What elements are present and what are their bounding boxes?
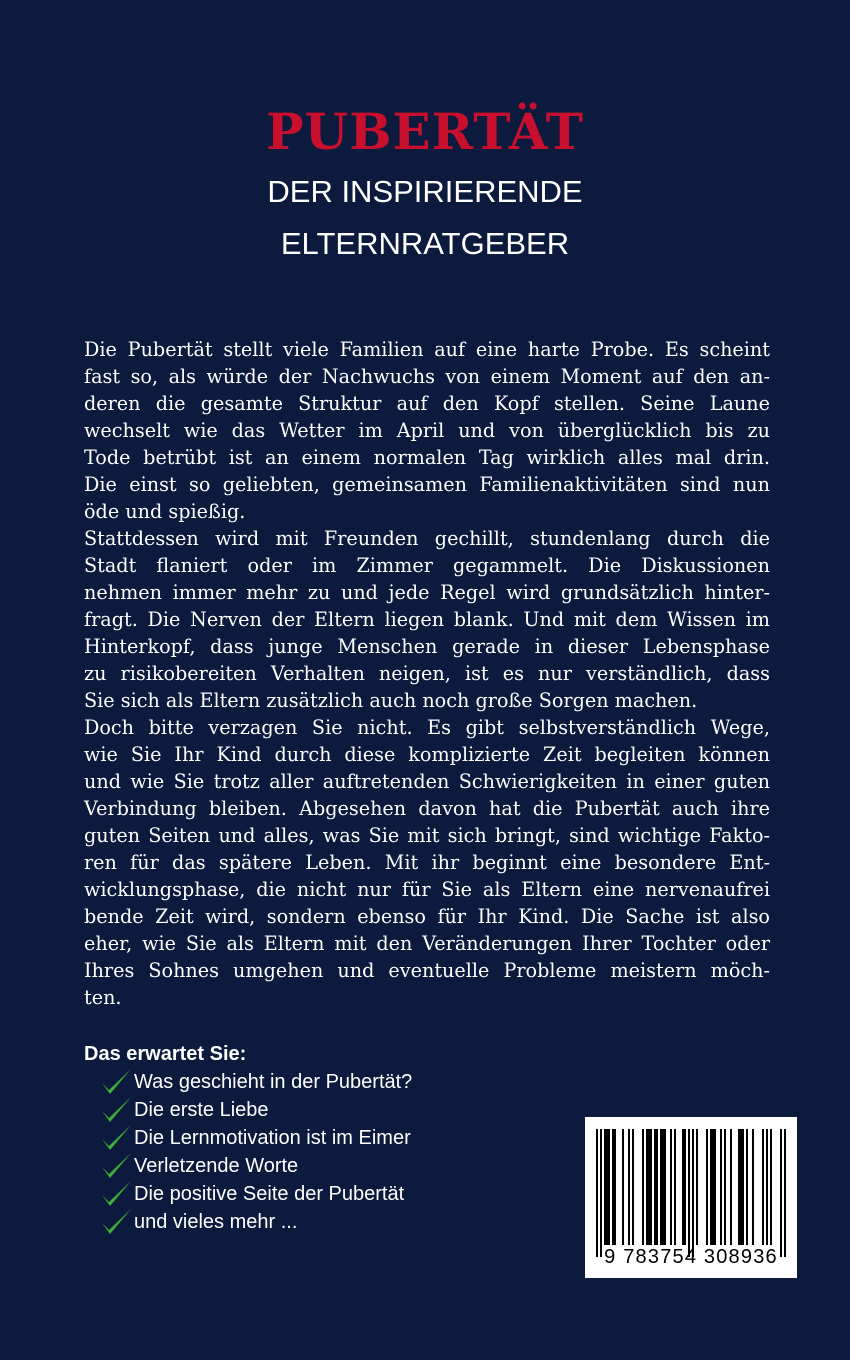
barcode-bar — [712, 1129, 714, 1245]
blurb-line: Ihres Sohnes umgehen und eventuelle Probleme meistern möch- — [84, 959, 770, 982]
barcode-bar — [784, 1129, 786, 1257]
barcode-bar — [688, 1129, 690, 1257]
blurb-line: fast so, als würde der Nachwuchs von einem Moment auf den an- — [84, 365, 770, 388]
barcode-bar — [684, 1129, 686, 1245]
barcode-bar — [714, 1129, 716, 1245]
barcode-bar — [660, 1129, 662, 1245]
blurb-line: guten Seiten und alles, was Sie mit sich bringt, sind wichtige Fakto- — [84, 824, 770, 847]
blurb-line: fragt. Die Nerven der Eltern liegen blank. Und mit dem Wissen im — [84, 608, 770, 631]
blurb-line: Sie sich als Eltern zusätzlich auch noch große Sorgen machen. — [84, 689, 698, 712]
blurb-line: Stattdessen wird mit Freunden gechillt, stundenlang durch die — [84, 527, 770, 550]
barcode-bar — [710, 1129, 712, 1245]
barcode-bar — [628, 1129, 630, 1245]
barcode-bar — [648, 1129, 650, 1245]
blurb-line: wechselt wie das Wetter im April und von überglücklich bis zu — [84, 419, 770, 442]
checkmark-icon — [100, 1124, 134, 1152]
barcode-bar — [746, 1129, 748, 1245]
blurb-text — [84, 336, 770, 1011]
checkmark-icon — [100, 1068, 134, 1096]
barcode-bar — [670, 1129, 672, 1245]
barcode-bar — [650, 1129, 652, 1245]
blurb-line: Stadt flaniert oder im Zimmer gegammelt. Die Diskussionen — [84, 554, 770, 577]
blurb-line: Tode betrübt ist an einem normalen Tag wirklich alles mal drin. — [84, 446, 770, 469]
barcode-bar — [762, 1129, 764, 1245]
blurb-line: ren für das spätere Leben. Mit ihr beginnt eine besondere Ent- — [84, 851, 770, 874]
barcode-bar — [724, 1129, 726, 1245]
list-item-label: Was geschieht in der Pubertät? — [134, 1070, 413, 1093]
barcode-bar — [608, 1129, 610, 1245]
list-item-label: Die Lernmotivation ist im Eimer — [134, 1126, 411, 1149]
expect-list — [100, 1068, 412, 1236]
blurb-line: deren die gesamte Struktur auf den Kopf stellen. Seine Laune — [84, 392, 770, 415]
barcode-bar — [642, 1129, 644, 1245]
list-item-label: Die positive Seite der Pubertät — [134, 1182, 405, 1205]
barcode-bar — [654, 1129, 656, 1245]
barcode-bar — [614, 1129, 616, 1245]
barcode-bar — [706, 1129, 708, 1245]
blurb-line: nehmen immer mehr zu und jede Regel wird grundsätzlich hinter- — [84, 581, 770, 604]
blurb-line: Die einst so geliebten, gemeinsamen Familienaktivitäten sind nun — [84, 473, 770, 496]
checkmark-icon — [100, 1180, 134, 1208]
barcode-bar — [780, 1129, 782, 1257]
barcode-bar — [730, 1129, 732, 1245]
checkmark-icon — [100, 1152, 134, 1180]
barcode-bar — [656, 1129, 658, 1245]
barcode-bar — [766, 1129, 768, 1245]
blurb-line: öde und spießig. — [84, 500, 246, 523]
checkmark-icon — [100, 1208, 134, 1236]
barcode-bar — [604, 1129, 606, 1245]
barcode-bar — [632, 1129, 634, 1245]
barcode-bar — [720, 1129, 722, 1245]
blurb-line: ten. — [84, 986, 122, 1009]
barcode-bar — [682, 1129, 684, 1245]
blurb-line: Hinterkopf, dass junge Menschen gerade in dieser Lebensphase — [84, 635, 770, 658]
blurb-line: eher, wie Sie als Eltern mit den Veränderungen Ihrer Tochter oder — [84, 932, 770, 955]
list-item — [100, 1096, 412, 1124]
checkmark-icon — [100, 1096, 134, 1124]
barcode-bar — [664, 1129, 666, 1245]
barcode-bar — [662, 1129, 664, 1245]
blurb-line: und wie Sie trotz aller auftretenden Schwierigkeiten in einer guten — [84, 770, 770, 793]
list-item-label: Verletzende Worte — [134, 1154, 299, 1177]
barcode-bar — [646, 1129, 648, 1245]
list-item — [100, 1152, 412, 1180]
cover-subtitle-line-2: ELTERNRATGEBER — [280, 226, 570, 261]
barcode-bar — [596, 1129, 598, 1257]
blurb-line: bende Zeit wird, sondern ebenso für Ihr Kind. Die Sache ist also — [84, 905, 770, 928]
blurb-line: Die Pubertät stellt viele Familien auf eine harte Probe. Es scheint — [84, 338, 770, 361]
barcode-bar — [738, 1129, 740, 1245]
blurb-line: zu risikobereiten Verhalten neigen, ist es nur verständlich, dass — [84, 662, 770, 685]
barcode-bar — [622, 1129, 624, 1245]
blurb-line: wie Sie Ihr Kind durch diese komplizierte Zeit begleiten können — [84, 743, 770, 766]
list-item — [100, 1124, 412, 1152]
blurb-line: Doch bitte verzagen Sie nicht. Es gibt selbstverständlich Wege, — [84, 716, 770, 739]
blurb-line: Verbindung bleiben. Abgesehen davon hat die Pubertät auch ihre — [84, 797, 770, 820]
cover-title: PUBERTÄT — [266, 102, 584, 161]
list-item-label: Die erste Liebe — [134, 1098, 269, 1121]
expect-heading: Das erwartet Sie: — [84, 1043, 247, 1065]
barcode-bar — [612, 1129, 614, 1245]
barcode-bar — [674, 1129, 676, 1245]
barcode-bar — [696, 1129, 698, 1245]
list-item — [100, 1068, 412, 1096]
isbn-barcode — [585, 1117, 797, 1278]
barcode-bar — [752, 1129, 754, 1245]
cover-subtitle-line-1: DER INSPIRIERENDE — [267, 174, 583, 209]
blurb-line: wicklungsphase, die nicht nur für Sie als Eltern eine nervenaufrei — [84, 878, 770, 901]
list-item — [100, 1180, 412, 1208]
list-item — [100, 1208, 412, 1236]
list-item-label: und vieles mehr ... — [134, 1210, 298, 1233]
barcode-bar — [740, 1129, 742, 1245]
barcode-bar — [606, 1129, 608, 1245]
barcode-bar — [770, 1129, 772, 1245]
barcode-bar — [600, 1129, 602, 1257]
isbn-digits: 9 783754 308936 — [604, 1246, 778, 1268]
barcode-bar — [692, 1129, 694, 1257]
barcode-bar — [742, 1129, 744, 1245]
